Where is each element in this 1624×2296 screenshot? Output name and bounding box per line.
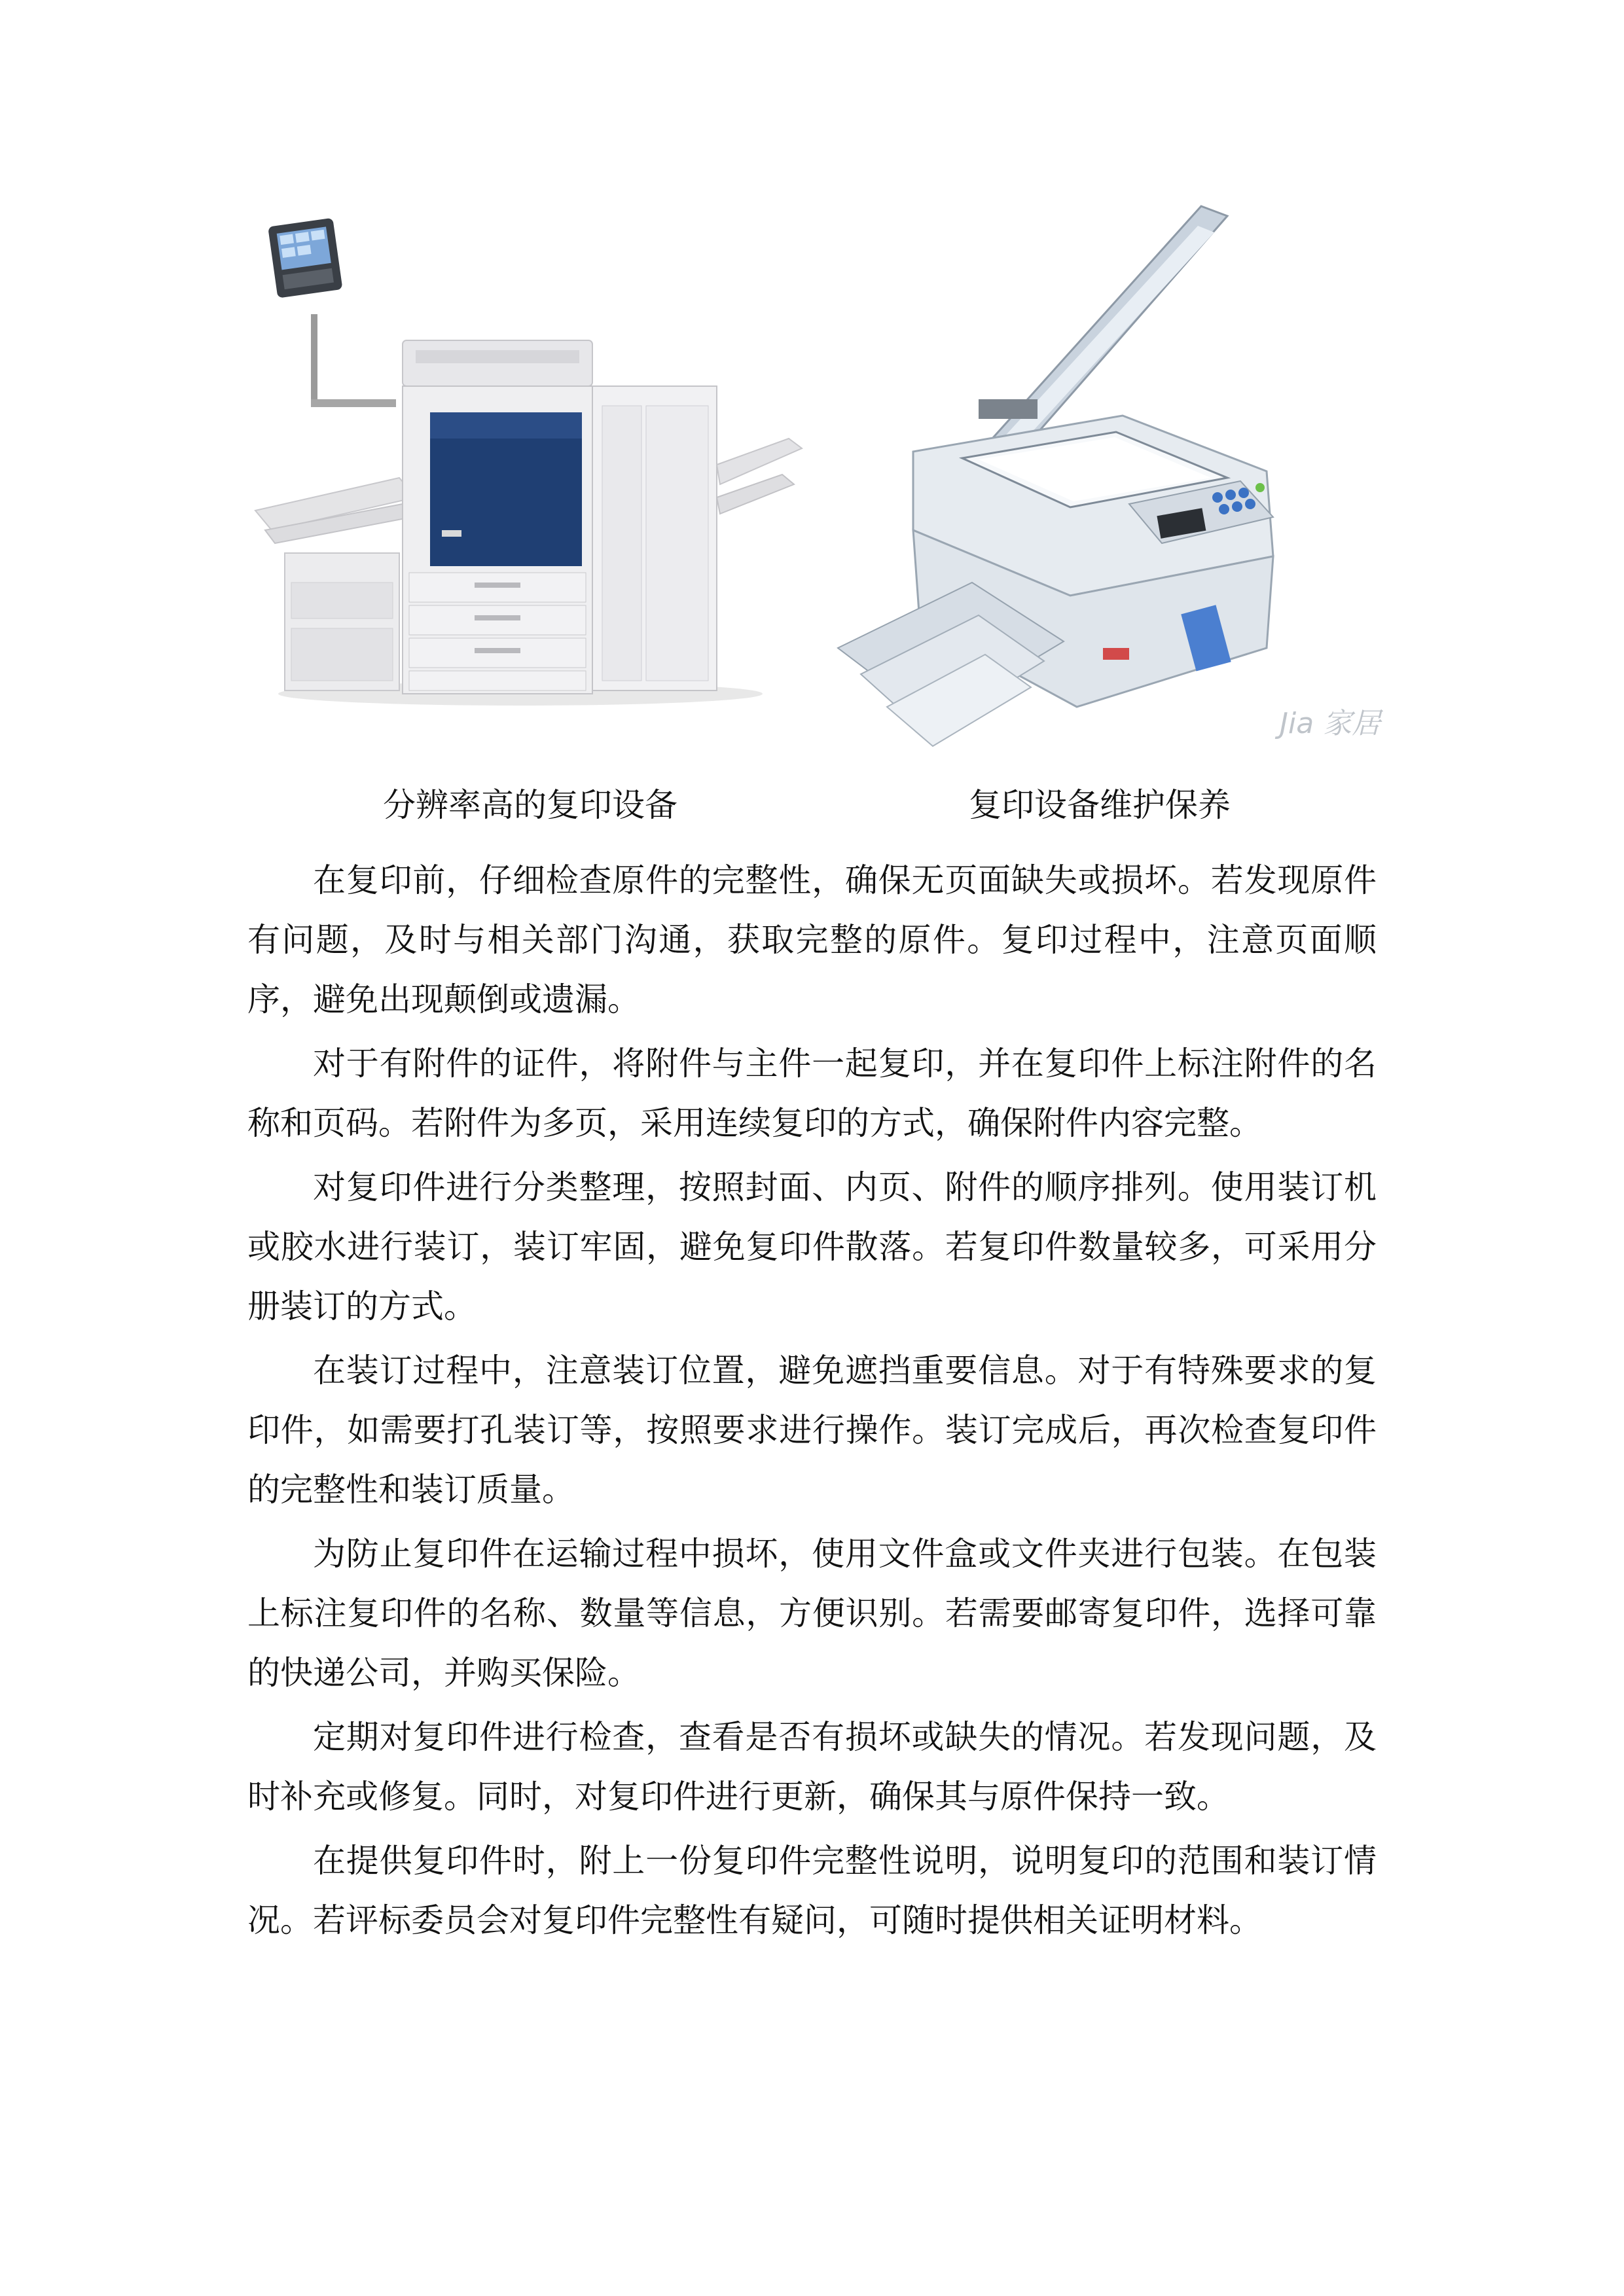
- paragraph: 对复印件进行分类整理，按照封面、内页、附件的顺序排列。使用装订机或胶水进行装订，装订牢固，避免复印件散落。若复印件数量较多，可采用分册装订的方式。: [247, 1168, 1377, 1325]
- paragraph: 在提供复印件时，附上一份复印件完整性说明，说明复印的范围和装订情况。若评标委员会对复印件完整性有疑问，可随时提供相关证明材料。: [247, 1842, 1377, 1939]
- high-resolution-copier-image: [245, 190, 835, 766]
- figure-caption-left: 分辨率高的复印设备: [383, 786, 677, 824]
- paragraph: 在装订过程中，注意装订位置，避免遮挡重要信息。对于有特殊要求的复印件，如需要打孔装订等，按照要求进行操作。装订完成后，再次检查复印件的完整性和装订质量。: [247, 1352, 1377, 1509]
- watermark-text: Jia 家居: [1280, 707, 1381, 740]
- paragraph: 定期对复印件进行检查，查看是否有损坏或缺失的情况。若发现问题，及时补充或修复。同时，对复印件进行更新，确保其与原件保持一致。: [247, 1718, 1377, 1816]
- paragraph: 在复印前，仔细检查原件的完整性，确保无页面缺失或损坏。若发现原件有问题，及时与相关部门沟通，获取完整的原件。复印过程中，注意页面顺序，避免出现颠倒或遗漏。: [247, 861, 1377, 1018]
- body-text: [247, 851, 1377, 1955]
- paragraph: 对于有附件的证件，将附件与主件一起复印，并在复印件上标注附件的名称和页码。若附件为多页，采用连续复印的方式，确保附件内容完整。: [247, 1045, 1377, 1142]
- paragraph: 为防止复印件在运输过程中损坏，使用文件盒或文件夹进行包装。在包装上标注复印件的名称、数量等信息，方便识别。若需要邮寄复印件，选择可靠的快递公司，并购买保险。: [247, 1535, 1377, 1692]
- copier-maintenance-image: [821, 190, 1384, 766]
- figure-caption-right: 复印设备维护保养: [969, 786, 1231, 824]
